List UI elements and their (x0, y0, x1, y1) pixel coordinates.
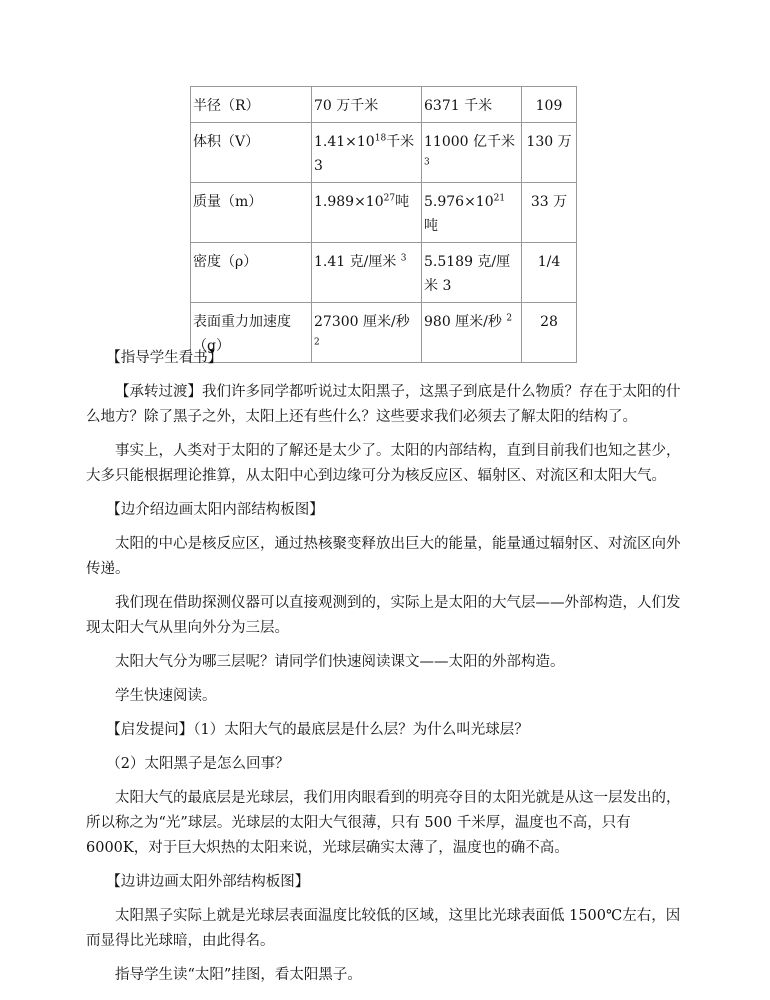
earth-value-cell-exponent: 3 (424, 157, 430, 168)
heading-questions: 【启发提问】（1）太阳大气的最底层是什么层？为什么叫光球层？ (106, 722, 529, 738)
earth-value-cell-text: 980 厘米/秒 (424, 314, 507, 330)
earth-value-cell (422, 87, 522, 123)
table-row (191, 87, 577, 123)
earth-value-cell-text: 11000 亿千米 (424, 134, 515, 150)
sun-value-cell-unit: 吨 (395, 194, 410, 210)
table-row (191, 243, 577, 303)
earth-value-cell-text: 6371 千米 (424, 98, 493, 114)
paragraph-sunspots: 太阳黑子实际上就是光球层表面温度比较低的区域，这里比光球表面低 1500℃左右，因而显得比光球暗，由此得名。 (86, 908, 681, 949)
sun-value-cell-exponent: 18 (374, 133, 387, 144)
sun-value-cell (312, 243, 422, 303)
ratio-cell: 33 万 (522, 183, 577, 243)
earth-value-cell-unit: 吨 (424, 218, 438, 234)
paragraph-fact: 事实上，人类对于太阳的了解还是太少了。太阳的内部结构，直到目前我们也知之甚少，大多只能根据理论推算，从太阳中心到边缘可分为核反应区、辐射区、对流区和太阳大气。 (86, 443, 681, 484)
heading-external-structure: 【边讲边画太阳外部结构板图】 (106, 874, 310, 890)
ratio-cell: 130 万 (522, 123, 577, 183)
earth-value-cell (422, 183, 522, 243)
paragraph-atmosphere: 我们现在借助探测仪器可以直接观测到的，实际上是太阳的大气层——外部构造，人们发现太阳大气从里向外分为三层。 (86, 595, 681, 636)
sun-value-cell (312, 87, 422, 123)
paragraph-students-read: 学生快速阅读。 (115, 688, 217, 704)
sun-value-cell (312, 183, 422, 243)
sun-value-cell-text: 70 万千米 (314, 98, 379, 114)
ratio-cell: 109 (522, 87, 577, 123)
ratio-cell: 28 (522, 303, 577, 363)
ratio-cell: 1/4 (522, 243, 577, 303)
sun-value-cell-text: 1.989×10 (314, 194, 384, 210)
earth-value-cell-text: 5.5189 克/厘米 3 (424, 254, 511, 294)
sun-value-cell-unit: 千米 3 (314, 134, 415, 174)
table-body (191, 87, 577, 363)
property-cell: 密度（ρ） (191, 243, 312, 303)
sun-value-cell (312, 123, 422, 183)
sun-value-cell-text: 1.41 克/厘米 (314, 254, 401, 270)
property-cell: 体积（V） (191, 123, 312, 183)
sun-value-cell-exponent: 2 (314, 337, 320, 348)
table-row (191, 183, 577, 243)
sun-value-cell-exponent: 3 (400, 253, 407, 264)
sun-earth-comparison-table (190, 86, 577, 363)
lesson-text (86, 346, 686, 997)
earth-value-cell-text: 5.976×10 (424, 194, 494, 210)
paragraph-core: 太阳的中心是核反应区，通过热核聚变释放出巨大的能量，能量通过辐射区、对流区向外传递。 (86, 536, 681, 577)
question-sunspots: （2）太阳黑子是怎么回事？ (106, 756, 290, 772)
property-cell: 质量（m） (191, 183, 312, 243)
heading-internal-structure: 【边介绍边画太阳内部结构板图】 (106, 502, 324, 518)
property-cell: 半径（R） (191, 87, 312, 123)
property-cell: 表面重力加速度（g） (191, 303, 312, 363)
paragraph-transition: 【承转过渡】我们许多同学都听说过太阳黑子，这黑子到底是什么物质？存在于太阳的什么地方？除了黑子之外，太阳上还有些什么？这些要求我们必须去了解太阳的结构了。 (86, 384, 681, 425)
heading-guide-reading: 【指导学生看书】 (106, 350, 223, 366)
earth-value-cell (422, 123, 522, 183)
sun-value-cell-text: 1.41×10 (314, 134, 375, 150)
paragraph-three-layers: 太阳大气分为哪三层呢？请同学们快速阅读课文——太阳的外部构造。 (115, 654, 565, 670)
paragraph-wall-chart: 指导学生读“太阳”挂图，看太阳黑子。 (115, 967, 362, 983)
paragraph-photosphere: 太阳大气的最底层是光球层，我们用肉眼看到的明亮夺目的太阳光就是从这一层发出的，所以称之为“光”球层。光球层的太阳大气很薄，只有 500 千米厚，温度也不高，只有 6000K，对于巨大炽热的太阳来说，光球层确实太薄了，温度也的确不高。 (86, 790, 681, 856)
table-row (191, 123, 577, 183)
sun-value-cell-exponent: 27 (383, 193, 396, 204)
earth-value-cell-exponent: 21 (493, 193, 506, 204)
earth-value-cell-exponent: 2 (506, 313, 513, 324)
earth-value-cell (422, 243, 522, 303)
sun-value-cell-text: 27300 厘米/秒 (314, 314, 410, 330)
